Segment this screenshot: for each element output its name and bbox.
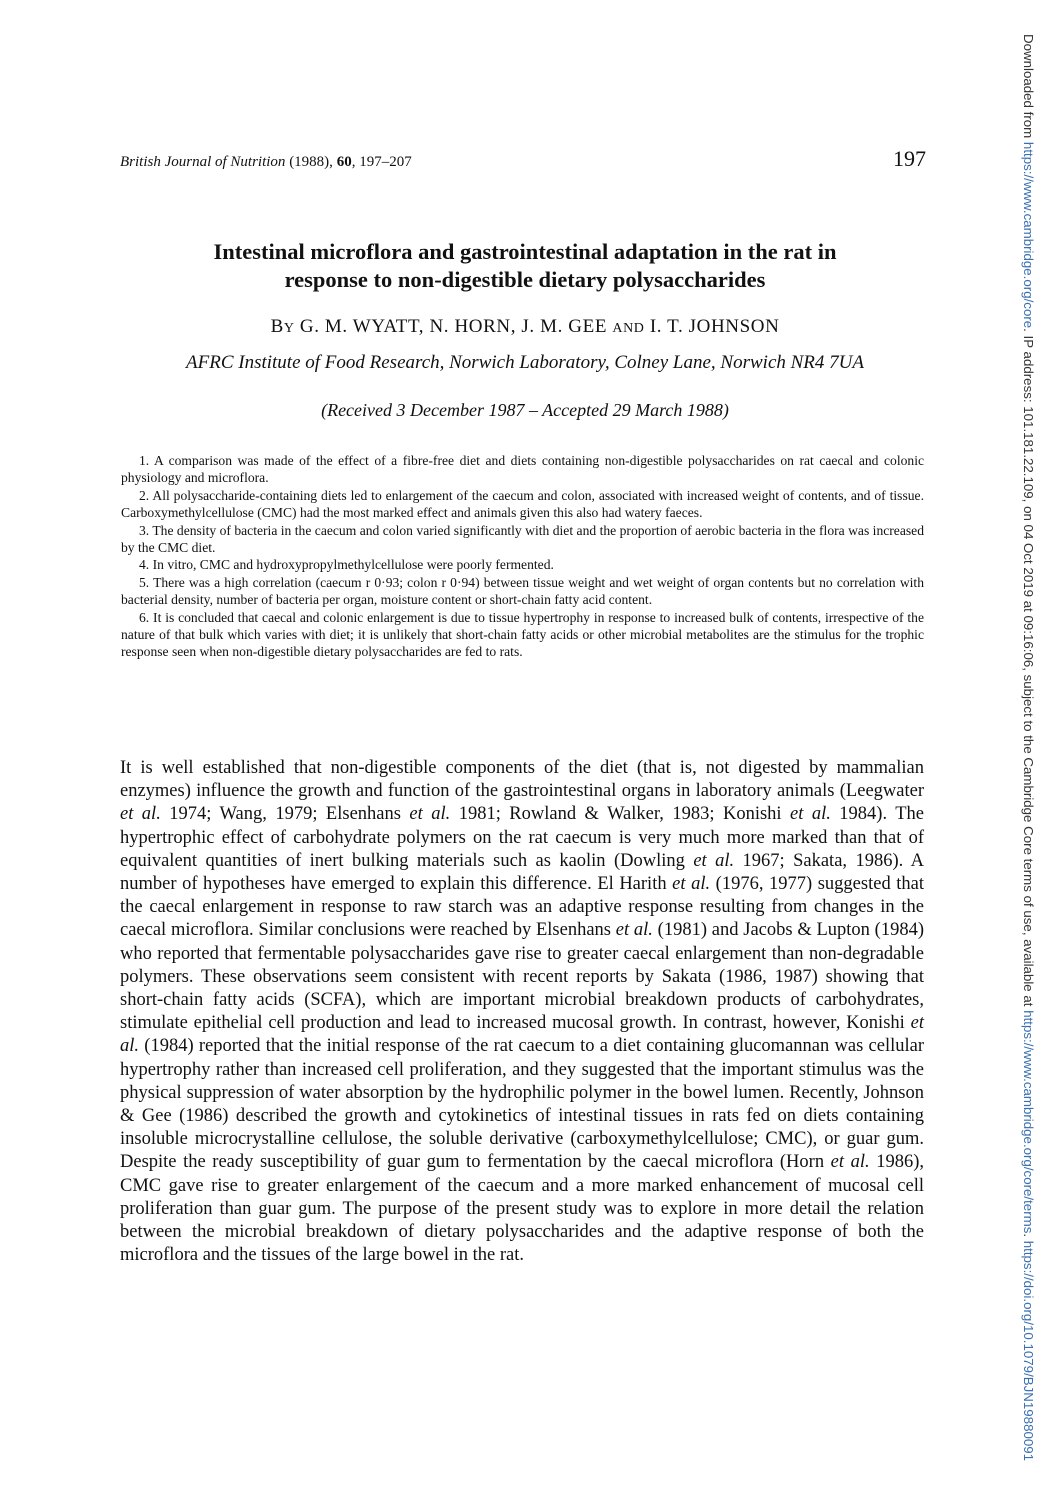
- title-line-2: response to non-digestible dietary polysaccharides: [284, 267, 766, 292]
- abstract-point-6: 6. It is concluded that caecal and colonic enlargement is due to tissue hypertrophy in response to increased bulk of contents, irrespective of the nature of that bulk which varies with diet; it is unlikely that short-chain fatty acids or other microbial metabolites are the stimulus for the trophic response seen when non-digestible dietary polysaccharides are fed to rats.: [121, 609, 924, 660]
- introduction-paragraph: [120, 757, 924, 1267]
- doi-link[interactable]: https://doi.org/10.1079/BJN19880091: [1021, 1240, 1036, 1462]
- article-title: [100, 238, 950, 294]
- abstract-point-4: 4. In vitro, CMC and hydroxypropylmethylcellulose were poorly fermented.: [139, 557, 554, 573]
- introduction-body: [120, 757, 924, 1267]
- abstract-point-5: 5. There was a high correlation (caecum r 0·93; colon r 0·94) between tissue weight and wet weight of organ contents but no correlation with bacterial density, number of bacteria per organ, moisture content or short-chain fatty acid content.: [121, 574, 924, 608]
- et-al: et al.: [830, 1152, 870, 1173]
- journal-pages: , 197–207: [351, 154, 412, 170]
- author-names-2: I. T. JOHNSON: [644, 316, 780, 337]
- by-rest: Y: [283, 321, 295, 336]
- download-notice-sidebar: [1016, 34, 1040, 1462]
- body-text: 1981; Rowland & Walker, 1983; Konishi: [450, 804, 791, 825]
- body-text: It is well established that non-digestible components of the diet (that is, not digested by mammalian enzymes) influence the growth and function of the gastrointestinal organs in laboratory animals (Leegwater: [120, 758, 924, 802]
- body-text: 1986), CMC gave rise to greater enlargement of the caecum and a more marked enhancement of mucosal cell proliferation than guar gum. The purpose of the present study was to explore in more detail the relation between the microbial breakdown of dietary polysaccharides and the adaptive response of both the microflora and the tissues of the large bowel in the rat.: [120, 1152, 924, 1266]
- body-text: 1974; Wang, 1979; Elsenhans: [160, 804, 410, 825]
- author-list: [100, 316, 950, 338]
- affiliation: AFRC Institute of Food Research, Norwich Laboratory, Colney Lane, Norwich NR4 7UA: [186, 352, 864, 373]
- abstract-point-3: 3. The density of bacteria in the caecum and colon varied significantly with diet and the proportion of aerobic bacteria in the flora was increased by the CMC diet.: [121, 522, 924, 556]
- and-word: AND: [612, 321, 645, 336]
- terms-link[interactable]: https://www.cambridge.org/core/terms: [1021, 1010, 1036, 1234]
- journal-name: British Journal of Nutrition: [120, 154, 286, 170]
- body-text: (1981) and Jacobs & Lupton (1984) who reported that fermentable polysaccharides gave rise to greater caecal enlargement than non-degradable polymers. These observations seem consistent with recent reports by Sakata (1986, 1987) showing that short-chain fatty acids (SCFA), which are important microbial breakdown products of carbohydrates, stimulate epithelial cell production and lead to increased mucosal growth. In contrast, however, Konishi: [120, 920, 924, 1034]
- journal-year: (1988),: [285, 154, 337, 170]
- by-initial: B: [270, 316, 284, 337]
- body-text: (1976, 1977) suggested that the caecal enlargement in response to raw starch was an adaptive response resulting from changes in the caecal microflora. Similar conclusions were reached by Elsenhans: [120, 874, 924, 941]
- et-al: et al.: [790, 804, 831, 825]
- download-separator: .: [1021, 1233, 1036, 1241]
- received-dates: [100, 400, 950, 421]
- page-number: 197: [893, 146, 926, 171]
- et-al: et al.: [409, 804, 451, 825]
- running-header: [120, 146, 926, 172]
- author-names-1: G. M. WYATT, N. HORN, J. M. GEE: [294, 316, 613, 337]
- body-text: 1967; Sakata, 1986). A number of hypotheses have emerged to explain this difference. El Harith: [120, 850, 924, 895]
- cambridge-core-link[interactable]: https://www.cambridge.org/core: [1021, 141, 1036, 329]
- abstract-point-2: 2. All polysaccharide-containing diets led to enlargement of the caecum and colon, associated with increased weight of contents, and of tissue. Carboxymethylcellulose (CMC) had the most marked effect and animals given this also had watery faeces.: [121, 487, 924, 521]
- download-prefix: Downloaded from: [1021, 34, 1036, 142]
- et-al: et al.: [672, 874, 711, 895]
- body-text: 1984). The hypertrophic effect of carbohydrate polymers on the rat caecum is very much more marked than that of equivalent quantities of inert bulking materials such as kaolin (Dowling: [120, 804, 924, 871]
- body-text: (1984) reported that the initial response of the rat caecum to a diet containing glucomannan was cellular hypertrophy rather than increased cell proliferation, and they suggested that the important stimulus was the physical suppression of water absorption by the hydrophilic polymer in the bowel lumen. Recently, Johnson & Gee (1986) described the growth and cytokinetics of intestinal tissues in rats fed on diets containing insoluble microcrystalline cellulose, the soluble derivative (carboxymethylcellulose; CMC), or guar gum. Despite the ready susceptibility of guar gum to fermentation by the caecal microflora (Horn: [120, 1036, 924, 1173]
- received-text: (Received 3 December 1987 – Accepted 29 March 1988): [321, 400, 729, 420]
- et-al: et al.: [615, 920, 653, 941]
- et-al: et al.: [120, 1013, 924, 1057]
- et-al: et al.: [693, 850, 735, 871]
- title-line-1: Intestinal microflora and gastrointestinal adaptation in the rat in: [213, 239, 837, 264]
- et-al: et al.: [120, 804, 161, 825]
- journal-citation: [120, 154, 412, 171]
- download-ip-text: . IP address: 101.181.22.109, on 04 Oct 2019 at 09:16:06, subject to the Cambridge Core terms of use, available at: [1021, 328, 1036, 1011]
- abstract-point-1: 1. A comparison was made of the effect of a fibre-free diet and diets containing non-digestible polysaccharides on rat caecal and colonic physiology and microflora.: [121, 453, 924, 486]
- journal-volume: 60: [336, 154, 352, 170]
- abstract: [121, 452, 924, 661]
